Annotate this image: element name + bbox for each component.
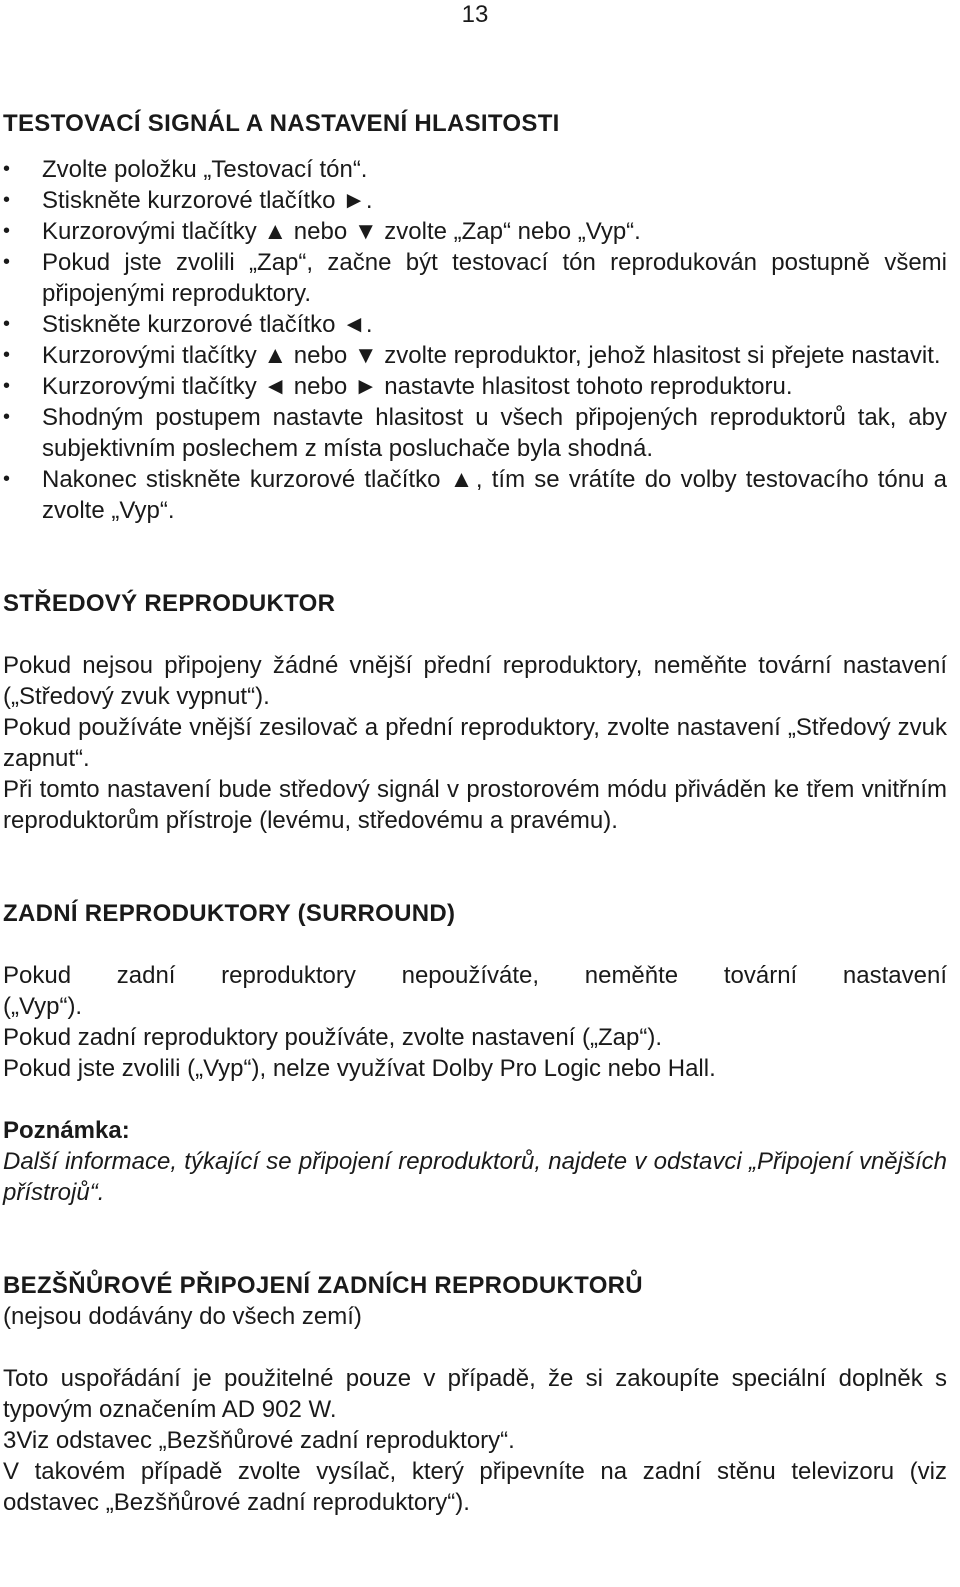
- section-test-signal: [3, 108, 947, 526]
- list-item: • Shodným postupem nastavte hlasitost u všech připojených reproduktorů tak, aby subjektivním poslechem z místa posluchače byla shodná.: [3, 402, 947, 464]
- section-heading-test-signal: TESTOVACÍ SIGNÁL A NASTAVENÍ HLASITOSTI: [3, 110, 560, 137]
- paragraph: Při tomto nastavení bude středový signál v prostorovém módu přiváděn ke třem vnitřním reproduktorům přístroje (levému, středovému a pravému).: [3, 776, 947, 834]
- paragraph: Pokud nejsou připojeny žádné vnější přední reproduktory, neměňte tovární nastavení („Středový zvuk vypnut“).: [3, 652, 947, 710]
- section-rear-speakers: [3, 898, 947, 1208]
- page-content: [3, 108, 947, 1518]
- list-item: • Stiskněte kurzorové tlačítko ►.: [3, 185, 947, 216]
- paragraph: Pokud zadní reproduktory používáte, zvolte nastavení („Zap“).: [3, 1024, 663, 1051]
- list-item: • Stiskněte kurzorové tlačítko ◄.: [3, 309, 947, 340]
- note-label: Poznámka:: [3, 1117, 130, 1144]
- paragraph: V takovém případě zvolte vysílač, který připevníte na zadní stěnu televizoru (viz odstavec „Bezšňůrové zadní reproduktory“).: [3, 1458, 947, 1516]
- paragraph: 3Viz odstavec „Bezšňůrové zadní reproduktory“.: [3, 1427, 515, 1454]
- section-subheading: (nejsou dodávány do všech zemí): [3, 1303, 362, 1330]
- note-text: Další informace, týkající se připojení reproduktorů, najdete v odstavci „Připojení vnějších přístrojů“.: [3, 1148, 947, 1206]
- list-item: • Pokud jste zvolili „Zap“, začne být testovací tón reprodukován postupně všemi připojenými reproduktory.: [3, 247, 947, 309]
- list-item: • Kurzorovými tlačítky ◄ nebo ► nastavte hlasitost tohoto reproduktoru.: [3, 371, 947, 402]
- page-number: 13: [461, 1, 489, 28]
- paragraph: Pokud jste zvolili („Vyp“), nelze využívat Dolby Pro Logic nebo Hall.: [3, 1055, 716, 1082]
- paragraph: Toto uspořádání je použitelné pouze v případě, že si zakoupíte speciální doplněk s typovým označením AD 902 W.: [3, 1365, 947, 1423]
- list-item: • Zvolte položku „Testovací tón“.: [3, 154, 947, 185]
- section-wireless-rear: [3, 1270, 947, 1518]
- section-center-speaker: [3, 588, 947, 836]
- list-item: • Kurzorovými tlačítky ▲ nebo ▼ zvolte reproduktor, jehož hlasitost si přejete nastavit.: [3, 340, 947, 371]
- paragraph: („Vyp“).: [3, 993, 83, 1020]
- list-item: • Kurzorovými tlačítky ▲ nebo ▼ zvolte „Zap“ nebo „Vyp“.: [3, 216, 947, 247]
- paragraph: Pokud používáte vnější zesilovač a přední reproduktory, zvolte nastavení „Středový zvuk zapnut“.: [3, 714, 947, 772]
- instruction-list: [3, 154, 947, 526]
- paragraph: Pokud zadní reproduktory nepoužíváte, neměňte tovární nastavení: [3, 962, 947, 989]
- section-heading-center-speaker: STŘEDOVÝ REPRODUKTOR: [3, 590, 336, 617]
- list-item: • Nakonec stiskněte kurzorové tlačítko ▲, tím se vrátíte do volby testovacího tónu a zvolte „Vyp“.: [3, 464, 947, 526]
- section-heading-wireless-rear: BEZŠŇŮROVÉ PŘIPOJENÍ ZADNÍCH REPRODUKTORŮ: [3, 1272, 643, 1299]
- section-heading-rear-speakers: ZADNÍ REPRODUKTORY (SURROUND): [3, 900, 456, 927]
